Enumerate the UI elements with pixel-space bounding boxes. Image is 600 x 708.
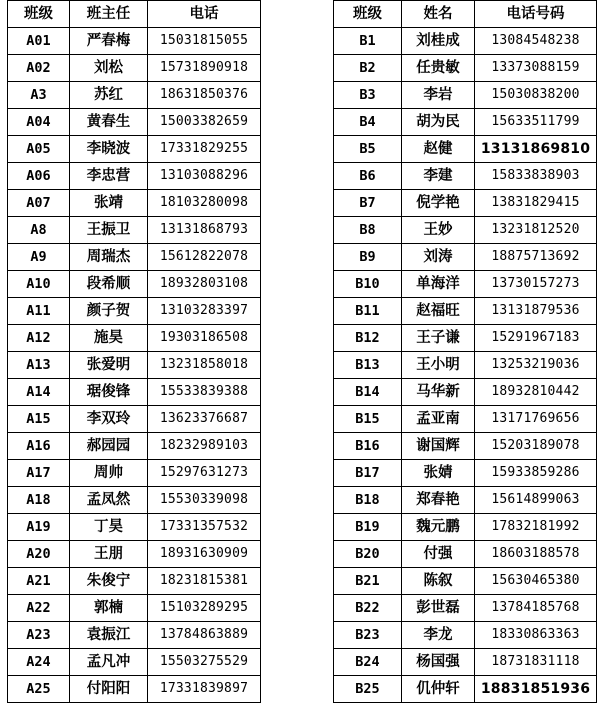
phone-cell: 13730157273 (475, 271, 597, 298)
table-row (8, 568, 261, 595)
name-cell: 郑春艳 (402, 487, 475, 514)
table-row (334, 325, 597, 352)
class-cell: A9 (8, 244, 70, 271)
class-cell: A16 (8, 433, 70, 460)
class-cell: B21 (334, 568, 402, 595)
name-cell: 任贵敏 (402, 55, 475, 82)
class-cell: B14 (334, 379, 402, 406)
name-cell: 孟凡冲 (70, 649, 148, 676)
phone-cell: 15103289295 (148, 595, 261, 622)
class-cell: A07 (8, 190, 70, 217)
class-cell: B1 (334, 28, 402, 55)
table-row (334, 406, 597, 433)
class-cell: B5 (334, 136, 402, 163)
phone-cell: 15031815055 (148, 28, 261, 55)
phone-cell: 18831851936 (475, 676, 597, 703)
name-cell: 王朋 (70, 541, 148, 568)
name-cell: 李岩 (402, 82, 475, 109)
name-cell: 严春梅 (70, 28, 148, 55)
table-row (8, 514, 261, 541)
name-cell: 琚俊锋 (70, 379, 148, 406)
name-cell: 杨国强 (402, 649, 475, 676)
class-cell: A15 (8, 406, 70, 433)
phone-cell: 13131869810 (475, 136, 597, 163)
class-cell: B3 (334, 82, 402, 109)
name-cell: 王振卫 (70, 217, 148, 244)
table-row (334, 568, 597, 595)
phone-cell: 18103280098 (148, 190, 261, 217)
class-cell: B19 (334, 514, 402, 541)
header-phone-number: 电话号码 (475, 1, 597, 28)
class-cell: B20 (334, 541, 402, 568)
name-cell: 赵健 (402, 136, 475, 163)
class-cell: B12 (334, 325, 402, 352)
name-cell: 刘桂成 (402, 28, 475, 55)
table-row (8, 352, 261, 379)
phone-cell: 15203189078 (475, 433, 597, 460)
phone-cell: 15533839388 (148, 379, 261, 406)
class-cell: B6 (334, 163, 402, 190)
name-cell: 魏元鹏 (402, 514, 475, 541)
class-cell: B8 (334, 217, 402, 244)
name-cell: 张爱明 (70, 352, 148, 379)
table-row (334, 55, 597, 82)
table-row (334, 676, 597, 703)
class-cell: B13 (334, 352, 402, 379)
phone-cell: 17331839897 (148, 676, 261, 703)
table-row (8, 55, 261, 82)
name-cell: 李忠营 (70, 163, 148, 190)
phone-cell: 17331357532 (148, 514, 261, 541)
phone-cell: 15003382659 (148, 109, 261, 136)
class-cell: A19 (8, 514, 70, 541)
class-cell: A3 (8, 82, 70, 109)
table-row (334, 514, 597, 541)
table-row (334, 379, 597, 406)
phone-cell: 13103283397 (148, 298, 261, 325)
name-cell: 王妙 (402, 217, 475, 244)
phone-cell: 15297631273 (148, 460, 261, 487)
phone-cell: 17331829255 (148, 136, 261, 163)
table-row (8, 541, 261, 568)
name-cell: 孟亚南 (402, 406, 475, 433)
class-cell: A05 (8, 136, 70, 163)
table-row (334, 298, 597, 325)
phone-cell: 13231858018 (148, 352, 261, 379)
class-cell: A11 (8, 298, 70, 325)
class-cell: A18 (8, 487, 70, 514)
table-row (8, 460, 261, 487)
phone-cell: 15614899063 (475, 487, 597, 514)
table-row (8, 82, 261, 109)
phone-cell: 13103088296 (148, 163, 261, 190)
phone-cell: 15291967183 (475, 325, 597, 352)
table-row (334, 487, 597, 514)
class-cell: B16 (334, 433, 402, 460)
phone-cell: 13131868793 (148, 217, 261, 244)
table-row (8, 406, 261, 433)
name-cell: 谢国辉 (402, 433, 475, 460)
phone-cell: 18603188578 (475, 541, 597, 568)
phone-cell: 15030838200 (475, 82, 597, 109)
phone-cell: 13171769656 (475, 406, 597, 433)
phone-cell: 13084548238 (475, 28, 597, 55)
class-cell: B23 (334, 622, 402, 649)
name-cell: 张靖 (70, 190, 148, 217)
table-row (8, 190, 261, 217)
table-row (334, 649, 597, 676)
header-row (8, 1, 261, 28)
name-cell: 单海洋 (402, 271, 475, 298)
table-row (8, 649, 261, 676)
table-row (8, 325, 261, 352)
table-row (8, 622, 261, 649)
class-cell: A10 (8, 271, 70, 298)
phone-cell: 18932810442 (475, 379, 597, 406)
class-cell: A12 (8, 325, 70, 352)
table-row (8, 244, 261, 271)
phone-cell: 13623376687 (148, 406, 261, 433)
class-cell: B10 (334, 271, 402, 298)
table-row (334, 244, 597, 271)
table-row (8, 109, 261, 136)
class-cell: A8 (8, 217, 70, 244)
name-cell: 刘涛 (402, 244, 475, 271)
table-row (8, 379, 261, 406)
name-cell: 马华新 (402, 379, 475, 406)
class-cell: B25 (334, 676, 402, 703)
name-cell: 张婧 (402, 460, 475, 487)
table-row (334, 433, 597, 460)
name-cell: 朱俊宁 (70, 568, 148, 595)
name-cell: 丁昊 (70, 514, 148, 541)
phone-cell: 13231812520 (475, 217, 597, 244)
phone-cell: 15530339098 (148, 487, 261, 514)
class-cell: A01 (8, 28, 70, 55)
phone-cell: 15612822078 (148, 244, 261, 271)
table-row (8, 298, 261, 325)
name-cell: 周瑞杰 (70, 244, 148, 271)
header-class: 班级 (8, 1, 70, 28)
name-cell: 黄春生 (70, 109, 148, 136)
class-cell: B2 (334, 55, 402, 82)
class-cell: A25 (8, 676, 70, 703)
name-cell: 李建 (402, 163, 475, 190)
table-body-a (8, 28, 261, 703)
phone-cell: 13253219036 (475, 352, 597, 379)
phone-cell: 13131879536 (475, 298, 597, 325)
phone-cell: 18231815381 (148, 568, 261, 595)
phone-cell: 17832181992 (475, 514, 597, 541)
class-cell: A22 (8, 595, 70, 622)
table-row (334, 271, 597, 298)
name-cell: 颜子贺 (70, 298, 148, 325)
header-name: 姓名 (402, 1, 475, 28)
class-cell: A21 (8, 568, 70, 595)
class-cell: B15 (334, 406, 402, 433)
phone-cell: 19303186508 (148, 325, 261, 352)
phone-cell: 18731831118 (475, 649, 597, 676)
name-cell: 李龙 (402, 622, 475, 649)
name-cell: 胡为民 (402, 109, 475, 136)
table-row (8, 217, 261, 244)
class-cell: A23 (8, 622, 70, 649)
table-row (8, 487, 261, 514)
table-row (334, 109, 597, 136)
phone-cell: 18875713692 (475, 244, 597, 271)
table-row (334, 217, 597, 244)
class-cell: A06 (8, 163, 70, 190)
name-cell: 陈叙 (402, 568, 475, 595)
header-class: 班级 (334, 1, 402, 28)
class-teacher-table-a (7, 0, 261, 703)
class-cell: B18 (334, 487, 402, 514)
class-cell: B17 (334, 460, 402, 487)
name-cell: 施昊 (70, 325, 148, 352)
table-row (334, 163, 597, 190)
class-cell: B24 (334, 649, 402, 676)
table-row (8, 433, 261, 460)
class-cell: B22 (334, 595, 402, 622)
class-teacher-table-b (333, 0, 597, 703)
table-row (8, 271, 261, 298)
class-cell: A24 (8, 649, 70, 676)
class-cell: A04 (8, 109, 70, 136)
name-cell: 刘松 (70, 55, 148, 82)
class-cell: A13 (8, 352, 70, 379)
class-cell: A02 (8, 55, 70, 82)
phone-cell: 15833838903 (475, 163, 597, 190)
phone-cell: 15503275529 (148, 649, 261, 676)
name-cell: 周帅 (70, 460, 148, 487)
class-cell: A14 (8, 379, 70, 406)
class-cell: B11 (334, 298, 402, 325)
table-row (334, 28, 597, 55)
phone-cell: 13784185768 (475, 595, 597, 622)
name-cell: 王子谦 (402, 325, 475, 352)
phone-cell: 18232989103 (148, 433, 261, 460)
phone-cell: 18932803108 (148, 271, 261, 298)
table-row (8, 163, 261, 190)
table-row (334, 541, 597, 568)
phone-cell: 18330863363 (475, 622, 597, 649)
name-cell: 郝园园 (70, 433, 148, 460)
table-row (8, 676, 261, 703)
table-row (334, 352, 597, 379)
phone-cell: 15933859286 (475, 460, 597, 487)
class-cell: B4 (334, 109, 402, 136)
name-cell: 李双玲 (70, 406, 148, 433)
name-cell: 郭楠 (70, 595, 148, 622)
table-row (8, 136, 261, 163)
class-cell: A20 (8, 541, 70, 568)
name-cell: 袁振江 (70, 622, 148, 649)
phone-cell: 13373088159 (475, 55, 597, 82)
class-cell: B9 (334, 244, 402, 271)
phone-cell: 13784863889 (148, 622, 261, 649)
phone-cell: 18631850376 (148, 82, 261, 109)
name-cell: 李晓波 (70, 136, 148, 163)
name-cell: 付阳阳 (70, 676, 148, 703)
name-cell: 段希顺 (70, 271, 148, 298)
header-teacher: 班主任 (70, 1, 148, 28)
table-row (334, 622, 597, 649)
name-cell: 仉仲轩 (402, 676, 475, 703)
phone-cell: 15633511799 (475, 109, 597, 136)
name-cell: 孟凤然 (70, 487, 148, 514)
table-row (334, 595, 597, 622)
table-row (8, 28, 261, 55)
table-row (334, 460, 597, 487)
phone-cell: 15630465380 (475, 568, 597, 595)
class-cell: B7 (334, 190, 402, 217)
table-row (8, 595, 261, 622)
phone-cell: 13831829415 (475, 190, 597, 217)
table-row (334, 190, 597, 217)
phone-cell: 15731890918 (148, 55, 261, 82)
name-cell: 王小明 (402, 352, 475, 379)
table-row (334, 136, 597, 163)
header-row (334, 1, 597, 28)
table-row (334, 82, 597, 109)
name-cell: 彭世磊 (402, 595, 475, 622)
name-cell: 赵福旺 (402, 298, 475, 325)
name-cell: 倪学艳 (402, 190, 475, 217)
name-cell: 付强 (402, 541, 475, 568)
table-body-b (334, 28, 597, 703)
name-cell: 苏红 (70, 82, 148, 109)
class-cell: A17 (8, 460, 70, 487)
header-phone: 电话 (148, 1, 261, 28)
phone-cell: 18931630909 (148, 541, 261, 568)
